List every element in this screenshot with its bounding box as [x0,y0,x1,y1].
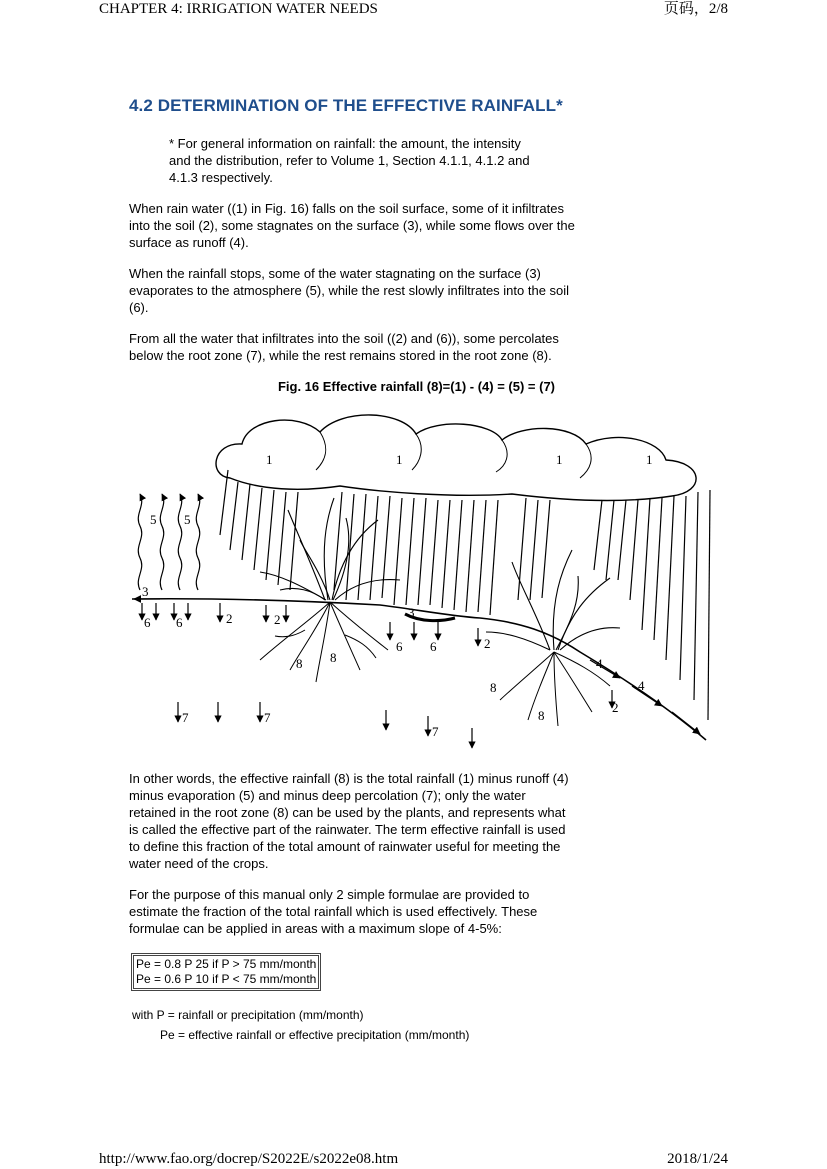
text-line: From all the water that infiltrates into the soil ((2) and (6)), some percolates [129,331,559,346]
evaporation-arrows [138,494,199,590]
label-rain: 1 [646,452,653,467]
label-root-storage: 8 [538,708,545,723]
label-rain: 1 [266,452,273,467]
label-infiltration: 2 [484,636,491,651]
label-rain: 1 [396,452,403,467]
general-info-note [169,135,599,186]
label-runoff: 4 [638,678,645,693]
percolation-arrows [178,690,612,748]
text-line: (6). [129,300,149,315]
label-slow-infiltration: 6 [430,639,437,654]
label-percolation: 7 [432,724,439,739]
label-slow-infiltration: 6 [176,615,183,630]
rain-streaks [220,470,710,720]
running-header-page: 页码，2/8 [663,1,728,17]
rain-cloud-shape [216,415,696,501]
note-line: * For general information on rainfall: the amount, the intensity [169,136,521,151]
text-line: retained in the root zone (8) can be used by the plants, and represents what [129,805,566,820]
formula-line: Pe = 0.8 P 25 if P > 75 mm/month [136,957,317,971]
footer-date: 2018/1/24 [667,1151,728,1167]
section-title: 4.2 DETERMINATION OF THE EFFECTIVE RAINFALL* [129,96,563,115]
text-line: below the root zone (7), while the rest remains stored in the root zone (8). [129,348,552,363]
paragraph-formulae-intro [129,886,644,937]
text-line: formulae can be applied in areas with a maximum slope of 4-5%: [129,921,502,936]
text-line: In other words, the effective rainfall (8) is the total rainfall (1) minus runoff (4) [129,771,569,786]
formula-box [131,953,321,991]
text-line: minus evaporation (5) and minus deep percolation (7); only the water [129,788,526,803]
label-evaporation: 5 [184,512,191,527]
plant-right-leaves [486,550,620,650]
label-slow-infiltration: 6 [144,615,151,630]
label-infiltration: 2 [274,612,281,627]
plant-right-roots [500,652,610,726]
label-infiltration: 2 [226,611,233,626]
label-evaporation: 5 [150,512,157,527]
label-root-storage: 8 [330,650,337,665]
definition-p: with P = rainfall or precipitation (mm/month) [132,1008,364,1022]
text-line: water need of the crops. [129,856,269,871]
text-line: estimate the fraction of the total rainfall which is used effectively. These [129,904,538,919]
footer-url[interactable]: http://www.fao.org/docrep/S2022E/s2022e08.htm [99,1151,399,1167]
paragraph-percolation [129,330,644,364]
label-percolation: 7 [264,710,271,725]
text-line: to define this fraction of the total amount of rainwater useful for meeting the [129,839,561,854]
note-line: and the distribution, refer to Volume 1, Section 4.1.1, 4.1.2 and [169,153,530,168]
text-line: When rain water ((1) in Fig. 16) falls on the soil surface, some of it infiltrates [129,201,564,216]
text-line: surface as runoff (4). [129,235,249,250]
figure-caption: Fig. 16 Effective rainfall (8)=(1) - (4) = (5) = (7) [277,379,556,394]
label-stagnation: 3 [408,605,415,620]
text-line: is called the effective part of the rainwater. The term effective rainfall is used [129,822,566,837]
note-line: 4.1.3 respectively. [169,170,273,185]
label-percolation: 7 [182,710,189,725]
paragraph-rain-infiltration [129,200,644,251]
paragraph-effective-definition [129,770,644,872]
definition-pe: Pe = effective rainfall or effective precipitation (mm/month) [160,1028,470,1042]
label-rain: 1 [556,452,563,467]
label-stagnation: 3 [142,584,149,599]
text-line: evaporates to the atmosphere (5), while the rest slowly infiltrates into the soil [129,283,570,298]
text-line: into the soil (2), some stagnates on the surface (3), while some flows over the [129,218,575,233]
label-root-storage: 8 [296,656,303,671]
text-line: For the purpose of this manual only 2 simple formulae are provided to [129,887,530,902]
running-header-chapter: CHAPTER 4: IRRIGATION WATER NEEDS [99,1,378,17]
label-runoff: 4 [596,656,603,671]
paragraph-rain-stops [129,265,644,316]
formula-line: Pe = 0.6 P 10 if P < 75 mm/month [136,972,317,986]
infiltration-arrows [142,603,478,646]
text-line: When the rainfall stops, some of the water stagnating on the surface (3) [129,266,541,281]
label-root-storage: 8 [490,680,497,695]
label-infiltration: 2 [612,700,619,715]
label-slow-infiltration: 6 [396,639,403,654]
effective-rainfall-illustration [120,400,720,760]
